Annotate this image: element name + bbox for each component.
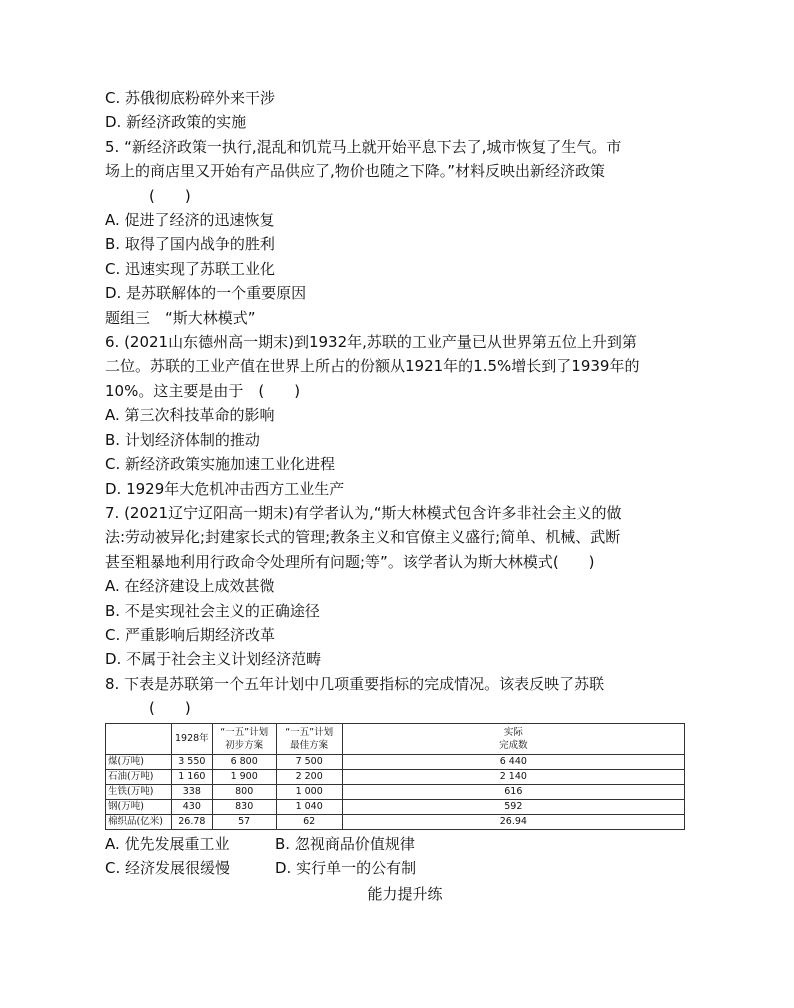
header-line: 最佳方案: [290, 739, 329, 751]
table-cell: 3 550: [172, 754, 213, 769]
table-cell: 1 040: [276, 799, 342, 814]
table-cell: 石油(万吨): [106, 769, 172, 784]
section-heading: 能力提升练: [367, 885, 443, 904]
table-cell: 2 140: [342, 769, 684, 784]
q4-option-c: C. 苏俄彻底粉碎外来干涉: [105, 89, 276, 107]
table-cell: 7 500: [276, 754, 342, 769]
table-row: [106, 754, 685, 769]
q8-option-c: C. 经济发展很缓慢: [105, 858, 231, 877]
header-line: 初步方案: [225, 739, 264, 751]
q7-stem-line1: 7. (2021辽宁辽阳高一期末)有学者认为,“斯大林模式包含许多非社会主义的做: [105, 503, 622, 522]
q6-stem-line1: 6. (2021山东德州高一期末)到1932年,苏联的工业产量已从世界第五位上升到第: [105, 333, 637, 352]
q7-stem-line2: 法:劳动被异化;封建家长式的管理;教条主义和官僚主义盛行;简单、机械、武断: [105, 528, 621, 547]
table-cell: 2 200: [276, 769, 342, 784]
q8-option-b: B. 忽视商品价值规律: [275, 834, 415, 853]
table-cell: 26.78: [172, 814, 213, 829]
q6-option-d: D. 1929年大危机冲击西方工业生产: [105, 479, 345, 498]
q8-answer-bracket: ( ): [149, 699, 191, 718]
table-row: [106, 784, 685, 799]
table-cell: 800: [212, 784, 276, 799]
q5-stem-line2: 场上的商店里又开始有产品供应了,物价也随之下降。”材料反映出新经济政策: [105, 162, 606, 181]
table-row: [106, 799, 685, 814]
q4-option-d: D. 新经济政策的实施: [105, 113, 247, 132]
q6-stem-line2: 二位。苏联的工业产值在世界上所占的份额从1921年的1.5%增长到了1939年的: [105, 357, 640, 376]
q6-option-c: C. 新经济政策实施加速工业化进程: [105, 455, 336, 474]
header-line: 完成数: [499, 739, 528, 751]
header-line: “一五”计划: [285, 726, 334, 738]
q5-option-d: D. 是苏联解体的一个重要原因: [105, 284, 307, 303]
q5-stem-line1: 5. “新经济政策一执行,混乱和饥荒马上就开始平息下去了,城市恢复了生气。市: [105, 137, 622, 156]
table-cell: 338: [172, 784, 213, 799]
q7-option-b: B. 不是实现社会主义的正确途径: [105, 601, 320, 620]
table-cell: 26.94: [342, 814, 684, 829]
q7-option-d: D. 不属于社会主义计划经济范畴: [105, 650, 322, 669]
table-cell: 57: [212, 814, 276, 829]
table-header-row: [106, 723, 685, 754]
q8-options-row1: [105, 832, 705, 856]
table-cell: 6 800: [212, 754, 276, 769]
table-cell: 生铁(万吨): [106, 784, 172, 799]
table-header-1928: 1928年: [172, 723, 213, 754]
table-cell: 430: [172, 799, 213, 814]
q5-option-c: C. 迅速实现了苏联工业化: [105, 259, 276, 278]
q5-option-a: A. 促进了经济的迅速恢复: [105, 211, 275, 230]
question-group-heading: 题组三 “斯大林模式”: [105, 308, 256, 327]
table-cell: 1 000: [276, 784, 342, 799]
q8-option-a: A. 优先发展重工业: [105, 834, 230, 853]
table-cell: 592: [342, 799, 684, 814]
table-header-actual: [342, 723, 684, 754]
q8-options-row2: [105, 856, 705, 880]
q5-option-b: B. 取得了国内战争的胜利: [105, 235, 275, 254]
table-header-empty: [106, 723, 172, 754]
header-line: “一五”计划: [220, 726, 269, 738]
document-page: [105, 86, 705, 906]
table-header-initial-plan: [212, 723, 276, 754]
table-cell: 1 900: [212, 769, 276, 784]
table-cell: 1 160: [172, 769, 213, 784]
table-row: [106, 769, 685, 784]
table-row: [106, 814, 685, 829]
table-cell: 煤(万吨): [106, 754, 172, 769]
table-cell: 棉织品(亿米): [106, 814, 172, 829]
table-cell: 62: [276, 814, 342, 829]
q8-stem-line1: 8. 下表是苏联第一个五年计划中几项重要指标的完成情况。该表反映了苏联: [105, 674, 605, 693]
five-year-plan-table: [105, 723, 685, 830]
table-cell: 钢(万吨): [106, 799, 172, 814]
table-cell: 6 440: [342, 754, 684, 769]
q8-option-d: D. 实行单一的公有制: [275, 858, 417, 877]
table-header-best-plan: [276, 723, 342, 754]
q6-option-a: A. 第三次科技革命的影响: [105, 406, 275, 425]
q7-stem-line3: 甚至粗暴地利用行政命令处理所有问题;等”。该学者认为斯大林模式( ): [105, 552, 595, 571]
table-cell: 616: [342, 784, 684, 799]
header-line: 实际: [503, 726, 523, 738]
q7-option-a: A. 在经济建设上成效甚微: [105, 577, 275, 596]
q6-stem-line3: 10%。这主要是由于 ( ): [105, 381, 301, 400]
table-cell: 830: [212, 799, 276, 814]
q5-answer-bracket: ( ): [149, 186, 191, 205]
q7-option-c: C. 严重影响后期经济改革: [105, 625, 276, 644]
q6-option-b: B. 计划经济体制的推动: [105, 430, 260, 449]
